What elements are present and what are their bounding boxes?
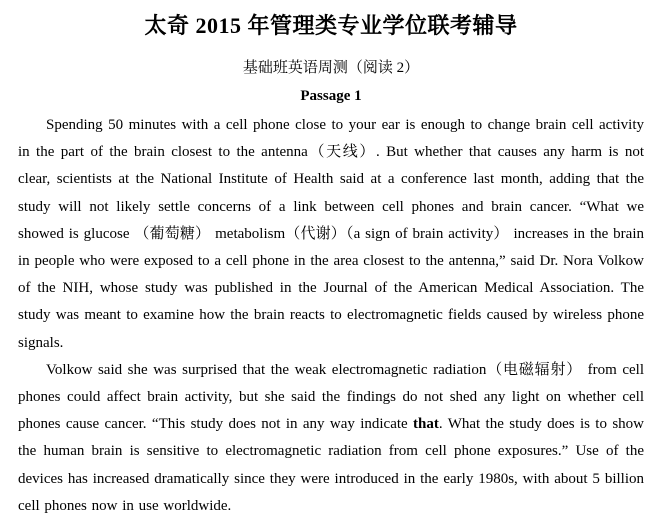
paragraph-text: . What the study does is to show the human brain is sensitive to electromagnetic radiation from cell phone exposures.” Use of the devices has increased dramatically since they were introduced in the early 1980s, with about 5 billion cell phones now in use worldwide. xyxy=(18,416,644,514)
emphasized-text: that xyxy=(413,416,439,433)
passage-body xyxy=(18,112,644,517)
passage-paragraph xyxy=(18,357,644,517)
doc-title: 太奇 2015 年管理类专业学位联考辅导 xyxy=(144,13,518,38)
doc-subtitle: 基础班英语周测（阅读 2） xyxy=(242,60,420,76)
paragraph-text: Volkow said she was surprised that the weak electromagnetic radiation（电磁辐射） from cell phones could affect brain activity, but she said the findings do not shed any light on whether cell phones cause cancer. “This study does not in any way indicate xyxy=(18,361,644,433)
passage-paragraph xyxy=(18,112,644,357)
paragraph-text: Spending 50 minutes with a cell phone close to your ear is enough to change brain cell activity in the part of the brain closest to the antenna（天线）. But whether that causes any harm is not clear, scientists at the National Institute of Health said at a conference last month, adding that the study will not likely settle concerns of a link between cell phones and brain cancer. “What we showed is glucose （葡萄糖） metabolism（代谢）（a sign of brain activity） increases in the brain in people who were exposed to a cell phone in the area closest to the antenna,” said Dr. Nora Volkow of the NIH, whose study was published in the Journal of the American Medical Association. The study was meant to examine how the brain reacts to electromagnetic fields caused by wireless phone signals. xyxy=(18,117,644,351)
passage-heading: Passage 1 xyxy=(300,88,362,104)
